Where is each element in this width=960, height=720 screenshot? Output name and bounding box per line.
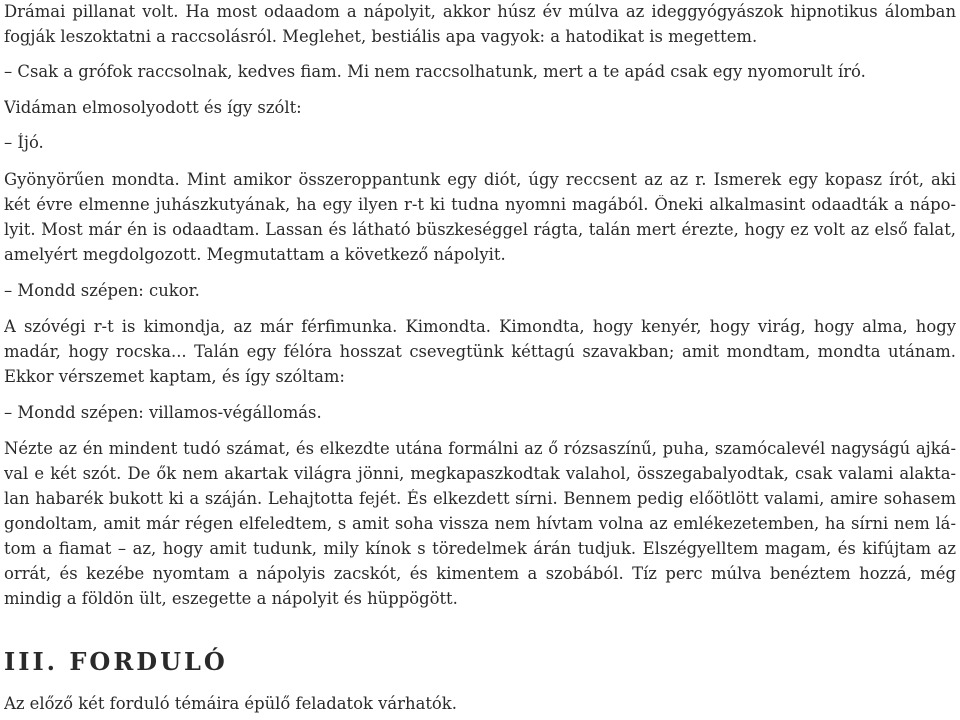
text-line: gondoltam, amit már régen elfeledtem, s amit soha vissza nem hívtam volna az emlékezetemben, ha sírni nem lá-: [4, 514, 956, 533]
text-line: lyit. Most már én is odaadtam. Lassan és látható büszkeséggel rágta, talán mert érezte, hogy ez volt az első falat,: [4, 220, 956, 239]
text-line: mindig a földön ült, eszegette a nápolyit és hüppögött.: [4, 589, 458, 608]
text-line: A szóvégi r-t is kimondja, az már férfimunka. Kimondta. Kimondta, hogy kenyér, hogy virág, hogy alma, hogy: [4, 317, 956, 336]
text-line: – Csak a grófok raccsolnak, kedves fiam. Mi nem raccsolhatunk, mert a te apád csak egy nyomorult író.: [4, 62, 866, 81]
text-line: – Mondd szépen: cukor.: [4, 281, 200, 300]
text-line: – Mondd szépen: villamos-végállomás.: [4, 403, 322, 422]
text-line: tom a fiamat – az, hogy amit tudunk, mily kínok s töredelmek árán tudjuk. Elszégyelltem magam, és kifújtam az: [4, 539, 956, 558]
text-line: Drámai pillanat volt. Ha most odaadom a nápolyit, akkor húsz év múlva az ideggyógyászok hipnotikus álomban: [4, 2, 956, 21]
text-line: amelyért megdolgozott. Megmutattam a következő nápolyit.: [4, 245, 506, 264]
footer-note: Az előző két forduló témáira épülő feladatok várhatók.: [4, 694, 457, 713]
text-line: Vidáman elmosolyodott és így szólt:: [4, 98, 302, 117]
text-line: – Íjó.: [4, 133, 44, 152]
text-line: fogják leszoktatni a raccsolásról. Meglehet, bestiális apa vagyok: a hatodikat is megettem.: [4, 27, 758, 46]
text-line: val e két szót. De ők nem akartak világra jönni, megkapaszkodtak valahol, összegabalyodtak, csak valami alakta-: [4, 464, 956, 483]
text-line: orrát, és kezébe nyomtam a nápolyis zacskót, és kimentem a szobából. Tíz perc múlva benéztem hozzá, még: [4, 564, 956, 583]
text-line: lan habarék bukott ki a száján. Lehajtotta fejét. És elkezdett sírni. Bennem pedig előötlött valami, amire sohasem: [4, 489, 956, 508]
text-line: Nézte az én mindent tudó számat, és elkezdte utána formálni az ő rózsaszínű, puha, szamócalevél nagyságú ajká-: [4, 439, 956, 458]
text-line: két évre elmenne juhászkutyának, ha egy ilyen r-t ki tudna nyomni magából. Őneki alkalmasint odaadták a nápo-: [4, 195, 956, 214]
text-line: Ekkor vérszemet kaptam, és így szóltam:: [4, 367, 345, 386]
section-heading: III. FORDULÓ: [4, 647, 228, 676]
text-line: Gyönyörűen mondta. Mint amikor összeroppantunk egy diót, úgy reccsent az az r. Ismerek egy kopasz írót, aki: [4, 170, 956, 189]
text-line: madár, hogy rocska... Talán egy félóra hosszat csevegtünk kéttagú szavakban; amit mondtam, mondta utánam.: [4, 342, 956, 361]
